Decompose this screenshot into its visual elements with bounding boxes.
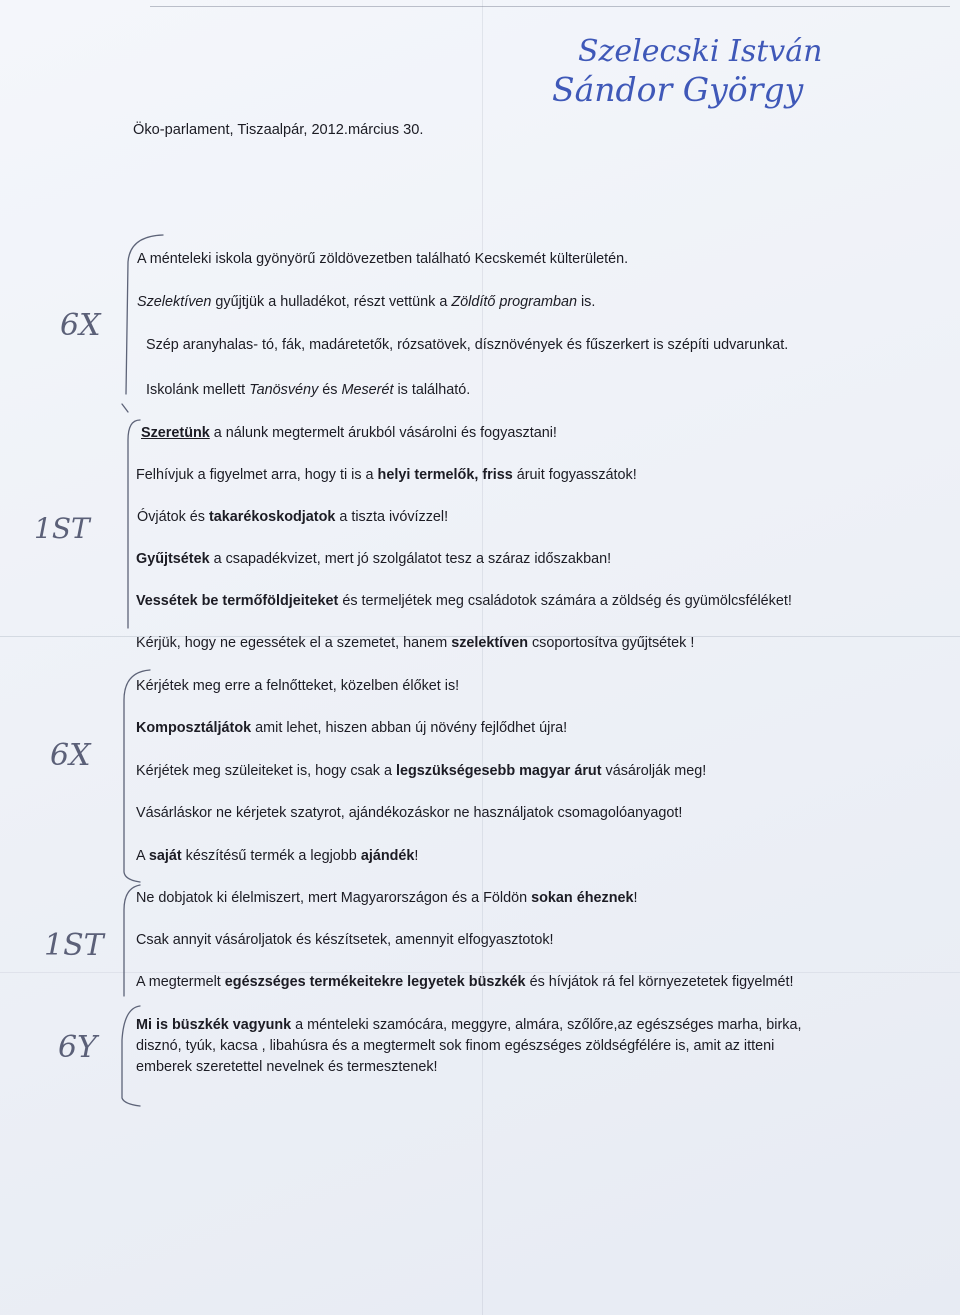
handwritten-name-1: Szelecski István	[578, 34, 823, 69]
text-line-3: Szép aranyhalas- tó, fák, madáretetők, rózsatövek, dísznövények és fűszerkert is szépíti udvarunkat.	[146, 337, 789, 353]
text-line-1: A ménteleki iskola gyönyörű zöldövezetben található Kecskemét külterületén.	[137, 251, 629, 267]
handwritten-name-2: Sándor György	[552, 70, 804, 109]
text-line-9: Vessétek be termőföldjeiteket és termeljétek meg családotok számára a zöldség és gyümölcsféléket!	[136, 593, 792, 609]
text-line-19: Mi is büszkék vagyunk a ménteleki szamócára, meggyre, almára, szőlőre,az egészséges marha, birka,	[136, 1017, 802, 1033]
text-line-7: Óvjátok és takarékoskodjatok a tiszta ivóvízzel!	[137, 509, 449, 525]
margin-mark-5: 6Y	[58, 1030, 97, 1065]
text-line-5: Szeretünk a nálunk megtermelt árukból vásárolni és fogyasztani!	[141, 425, 557, 441]
text-line-6: Felhívjuk a figyelmet arra, hogy ti is a helyi termelők, friss áruit fogyasszátok!	[136, 467, 637, 483]
text-line-4: Iskolánk mellett Tanösvény és Meserét is található.	[146, 382, 471, 398]
margin-mark-2: 1ST	[34, 512, 90, 545]
text-line-18: A megtermelt egészséges termékeitekre legyetek büszkék és hívjátok rá fel környezetetek figyelmét!	[136, 974, 794, 990]
text-line-20: disznó, tyúk, kacsa , libahúsra és a megtermelt sok finom egészséges zöldségfélére is, amit az itteni	[136, 1038, 775, 1054]
text-line-11: Kérjétek meg erre a felnőtteket, közelben élőket is!	[136, 678, 460, 694]
text-line-15: A saját készítésű termék a legjobb ajándék!	[136, 848, 419, 864]
margin-mark-1: 6X	[60, 308, 101, 343]
text-line-13: Kérjétek meg szüleiteket is, hogy csak a legszükségesebb magyar árut vásárolják meg!	[136, 763, 707, 779]
text-line-8: Gyűjtsétek a csapadékvizet, mert jó szolgálatot tesz a száraz időszakban!	[136, 551, 612, 567]
text-line-10: Kérjük, hogy ne egessétek el a szemetet, hanem szelektíven csoportosítva gyűjtsétek !	[136, 635, 695, 651]
text-line-16: Ne dobjatok ki élelmiszert, mert Magyarországon és a Földön sokan éheznek!	[136, 890, 638, 906]
margin-mark-4: 1ST	[44, 928, 104, 963]
text-line-2: Szelektíven gyűjtjük a hulladékot, részt vettünk a Zöldítő programban is.	[137, 294, 596, 310]
text-line-17: Csak annyit vásároljatok és készítsetek, amennyit elfogyasztotok!	[136, 932, 554, 948]
margin-mark-3: 6X	[50, 738, 91, 773]
text-line-21: emberek szeretettel nevelnek és termesztenek!	[136, 1059, 438, 1075]
bracket-tick	[122, 404, 128, 412]
text-line-14: Vásárláskor ne kérjetek szatyrot, ajándékozáskor ne használjatok csomagolóanyagot!	[136, 805, 683, 821]
text-line-12: Komposztáljátok amit lehet, hiszen abban új növény fejlődhet újra!	[136, 720, 568, 736]
document-header: Öko-parlament, Tiszaalpár, 2012.március 30.	[133, 122, 424, 138]
